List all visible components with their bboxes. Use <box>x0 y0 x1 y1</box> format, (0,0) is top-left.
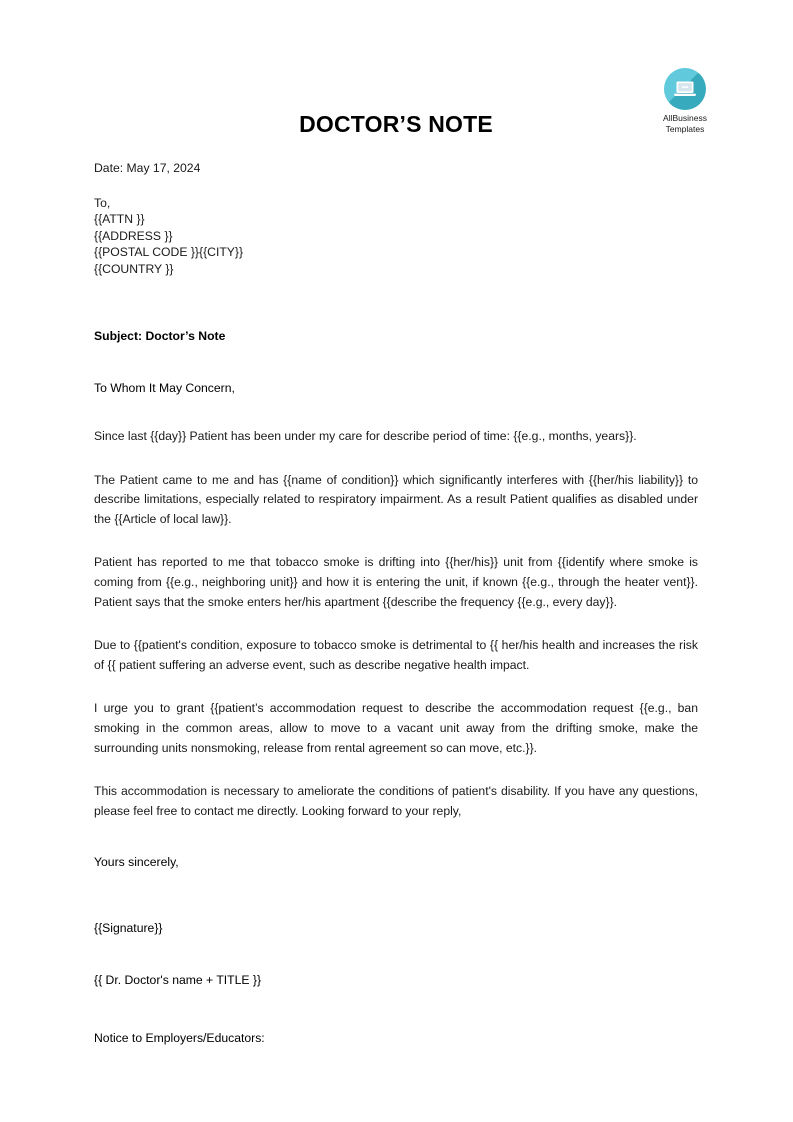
salutation: To Whom It May Concern, <box>94 381 235 396</box>
body-paragraph-5: I urge you to grant {{patient’s accommodation request to describe the accommodation request {{e.g., ban smoking in the common areas, allow to move to a vacant unit away from the drifting smoke, make the surrounding units nonsmoking, release from rental agreement so can move, etc.}}. <box>94 701 698 755</box>
body-paragraph-6: This accommodation is necessary to ameliorate the conditions of patient's disability. If you have any questions, please feel free to contact me directly. Looking forward to your reply, <box>94 784 698 818</box>
recipient-postal-city: {{POSTAL CODE }}{{CITY}} <box>94 245 244 260</box>
signature-placeholder: {{Signature}} <box>94 921 163 936</box>
recipient-country: {{COUNTRY }} <box>94 261 174 276</box>
recipient-to-label: To, <box>94 196 111 210</box>
document-body <box>94 160 698 1045</box>
brand-label-line2: Templates <box>665 123 705 134</box>
doctor-name-placeholder: {{ Dr. Doctor's name + TITLE }} <box>94 973 262 988</box>
page-title: DOCTOR’S NOTE <box>299 111 493 137</box>
body-paragraph-1: Since last {{day}} Patient has been under my care for describe period of time: {{e.g., months, years}}. <box>94 429 637 444</box>
brand-label-line1: AllBusiness <box>663 113 707 123</box>
laptop-icon <box>664 68 706 110</box>
recipient-address: {{ADDRESS }} <box>94 228 173 243</box>
closing-line: Yours sincerely, <box>94 855 179 870</box>
body-paragraph-3: Patient has reported to me that tobacco smoke is drifting into {{her/his}} unit from {{identify where smoke is coming from {{e.g., neighboring unit}} and how it is entering the unit, if known {{e.g., through the heater vent}}. Patient says that the smoke enters her/his apartment {{describe the frequency {{e.g., every day}}. <box>94 555 698 609</box>
recipient-attn: {{ATTN }} <box>94 212 145 227</box>
date-line: Date: May 17, 2024 <box>94 161 201 175</box>
body-paragraph-2: The Patient came to me and has {{name of condition}} which significantly interferes with {{her/his liability}} to describe limitations, especially related to respiratory impairment. As a result Patient qualifies as disabled under the {{Article of local law}}. <box>94 472 698 526</box>
subject-line: Subject: Doctor’s Note <box>94 329 226 344</box>
recipient-address-block <box>94 195 698 277</box>
body-paragraph-4: Due to {{patient's condition, exposure to tobacco smoke is detrimental to {{ her/his health and increases the risk of {{ patient suffering an adverse event, such as describe negative health impact. <box>94 638 698 672</box>
notice-heading: Notice to Employers/Educators: <box>94 1031 265 1046</box>
